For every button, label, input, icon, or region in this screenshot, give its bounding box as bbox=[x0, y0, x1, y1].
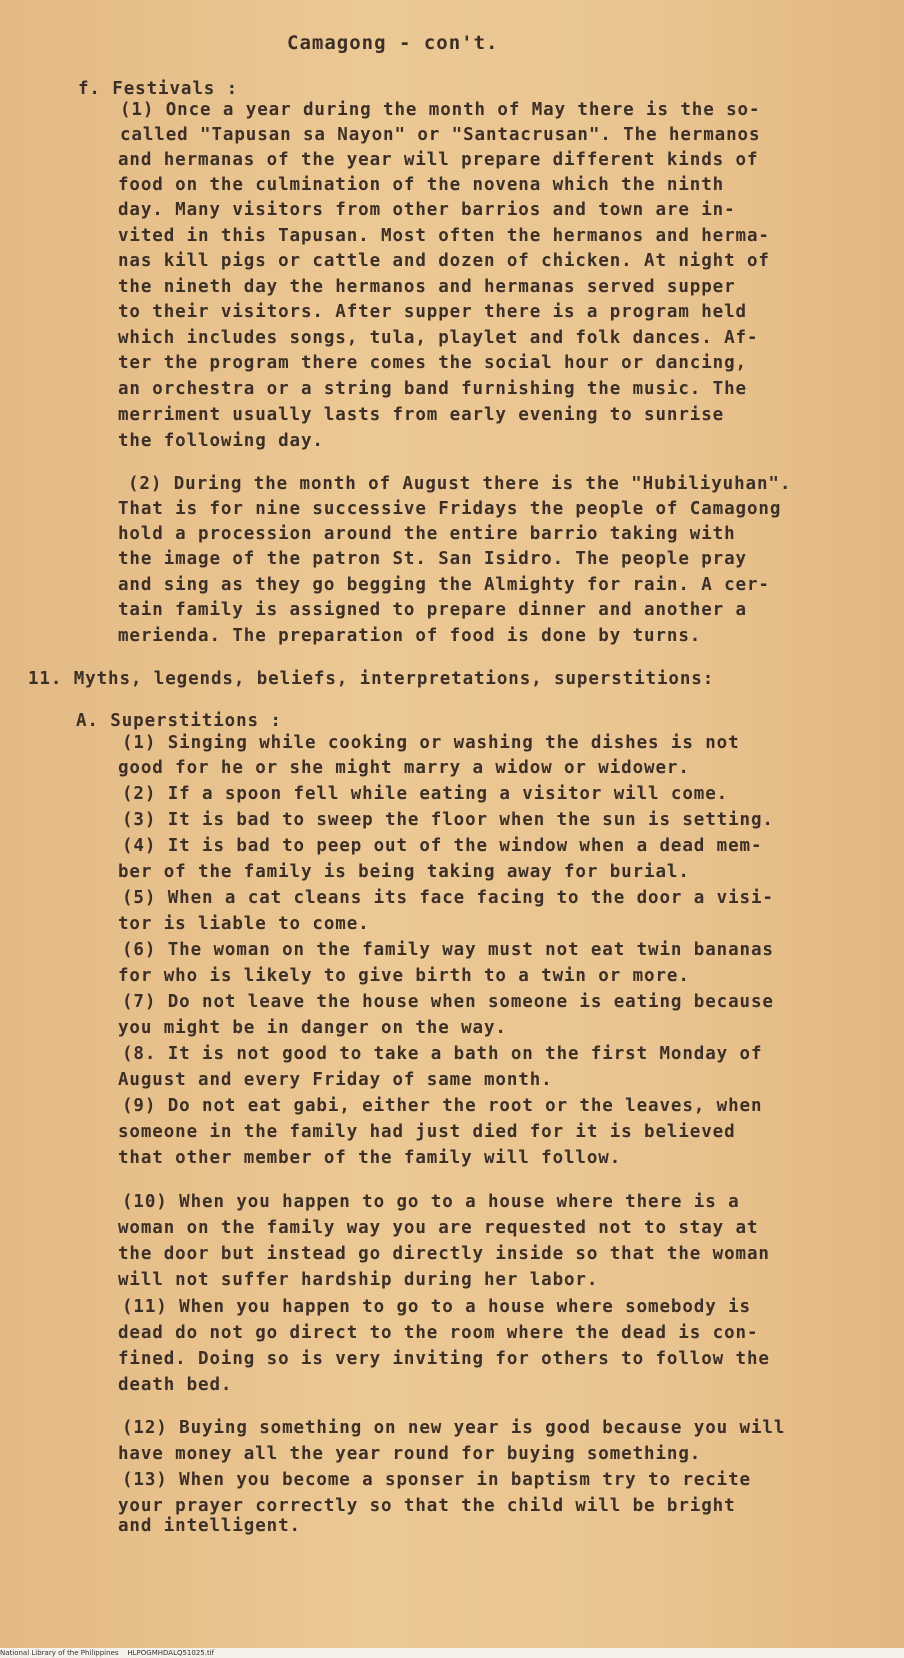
text-line: (3) It is bad to sweep the floor when the sun is setting. bbox=[122, 810, 774, 830]
scan-footer: National Library of the Philippines HLPOGMHDALQ51025.tif bbox=[0, 1648, 904, 1658]
text-line: merienda. The preparation of food is done by turns. bbox=[118, 626, 702, 646]
text-line: the door but instead go directly inside so that the woman bbox=[118, 1244, 770, 1264]
text-line: (7) Do not leave the house when someone is eating because bbox=[122, 992, 774, 1012]
text-line: That is for nine successive Fridays the people of Camagong bbox=[118, 499, 782, 519]
festivals-heading: f. Festivals : bbox=[78, 79, 239, 99]
text-line: that other member of the family will follow. bbox=[118, 1148, 622, 1168]
text-line: nas kill pigs or cattle and dozen of chicken. At night of bbox=[118, 251, 770, 271]
text-line: death bed. bbox=[118, 1375, 233, 1395]
text-line: your prayer correctly so that the child will be bright bbox=[118, 1496, 736, 1516]
text-line: called "Tapusan sa Nayon" or "Santacrusan". The hermanos bbox=[120, 125, 761, 145]
text-line: (5) When a cat cleans its face facing to the door a visi- bbox=[122, 888, 774, 908]
text-line: (10) When you happen to go to a house where there is a bbox=[122, 1192, 740, 1212]
text-line: (9) Do not eat gabi, either the root or the leaves, when bbox=[122, 1096, 763, 1116]
text-line: and sing as they go begging the Almighty for rain. A cer- bbox=[118, 575, 770, 595]
text-line: woman on the family way you are requested not to stay at bbox=[118, 1218, 759, 1238]
text-line: (2) During the month of August there is the "Hubiliyuhan". bbox=[128, 474, 792, 494]
text-line: ter the program there comes the social hour or dancing, bbox=[118, 353, 747, 373]
text-line: tor is liable to come. bbox=[118, 914, 370, 934]
text-line: the following day. bbox=[118, 431, 324, 451]
text-line: the nineth day the hermanos and hermanas served supper bbox=[118, 277, 736, 297]
text-line: good for he or she might marry a widow or widower. bbox=[118, 758, 690, 778]
page-title: Camagong - con't. bbox=[287, 32, 499, 54]
text-line: day. Many visitors from other barrios and town are in- bbox=[118, 200, 736, 220]
text-line: vited in this Tapusan. Most often the hermanos and herma- bbox=[118, 226, 770, 246]
text-line: someone in the family had just died for it is believed bbox=[118, 1122, 736, 1142]
text-line: dead do not go direct to the room where the dead is con- bbox=[118, 1323, 759, 1343]
text-line: which includes songs, tula, playlet and folk dances. Af- bbox=[118, 328, 759, 348]
text-line: (13) When you become a sponser in baptism try to recite bbox=[122, 1470, 751, 1490]
text-line: the image of the patron St. San Isidro. The people pray bbox=[118, 549, 747, 569]
text-line: tain family is assigned to prepare dinner and another a bbox=[118, 600, 747, 620]
text-line: will not suffer hardship during her labor. bbox=[118, 1270, 599, 1290]
text-line: an orchestra or a string band furnishing the music. The bbox=[118, 379, 747, 399]
text-line: (12) Buying something on new year is good because you will bbox=[122, 1418, 786, 1438]
text-line: for who is likely to give birth to a twin or more. bbox=[118, 966, 690, 986]
text-line: ber of the family is being taking away for burial. bbox=[118, 862, 690, 882]
text-line: merriment usually lasts from early evening to sunrise bbox=[118, 405, 725, 425]
text-line: (1) Once a year during the month of May there is the so- bbox=[120, 100, 761, 120]
text-line: have money all the year round for buying something. bbox=[118, 1444, 702, 1464]
superstitions-subheading: A. Superstitions : bbox=[76, 711, 282, 731]
text-line: (4) It is bad to peep out of the window when a dead mem- bbox=[122, 836, 763, 856]
text-line: (8. It is not good to take a bath on the first Monday of bbox=[122, 1044, 763, 1064]
text-line: and hermanas of the year will prepare different kinds of bbox=[118, 150, 759, 170]
text-line: (2) If a spoon fell while eating a visitor will come. bbox=[122, 784, 729, 804]
text-line: (6) The woman on the family way must not eat twin bananas bbox=[122, 940, 774, 960]
text-line: food on the culmination of the novena which the ninth bbox=[118, 175, 725, 195]
text-line: fined. Doing so is very inviting for others to follow the bbox=[118, 1349, 770, 1369]
text-line: (11) When you happen to go to a house where somebody is bbox=[122, 1297, 751, 1317]
text-line: you might be in danger on the way. bbox=[118, 1018, 507, 1038]
section-11-heading: 11. Myths, legends, beliefs, interpretations, superstitions: bbox=[28, 669, 715, 689]
text-line: August and every Friday of same month. bbox=[118, 1070, 553, 1090]
text-line: to their visitors. After supper there is a program held bbox=[118, 302, 747, 322]
text-line: (1) Singing while cooking or washing the dishes is not bbox=[122, 733, 740, 753]
text-line: and intelligent. bbox=[118, 1516, 301, 1536]
text-line: hold a procession around the entire barrio taking with bbox=[118, 524, 736, 544]
